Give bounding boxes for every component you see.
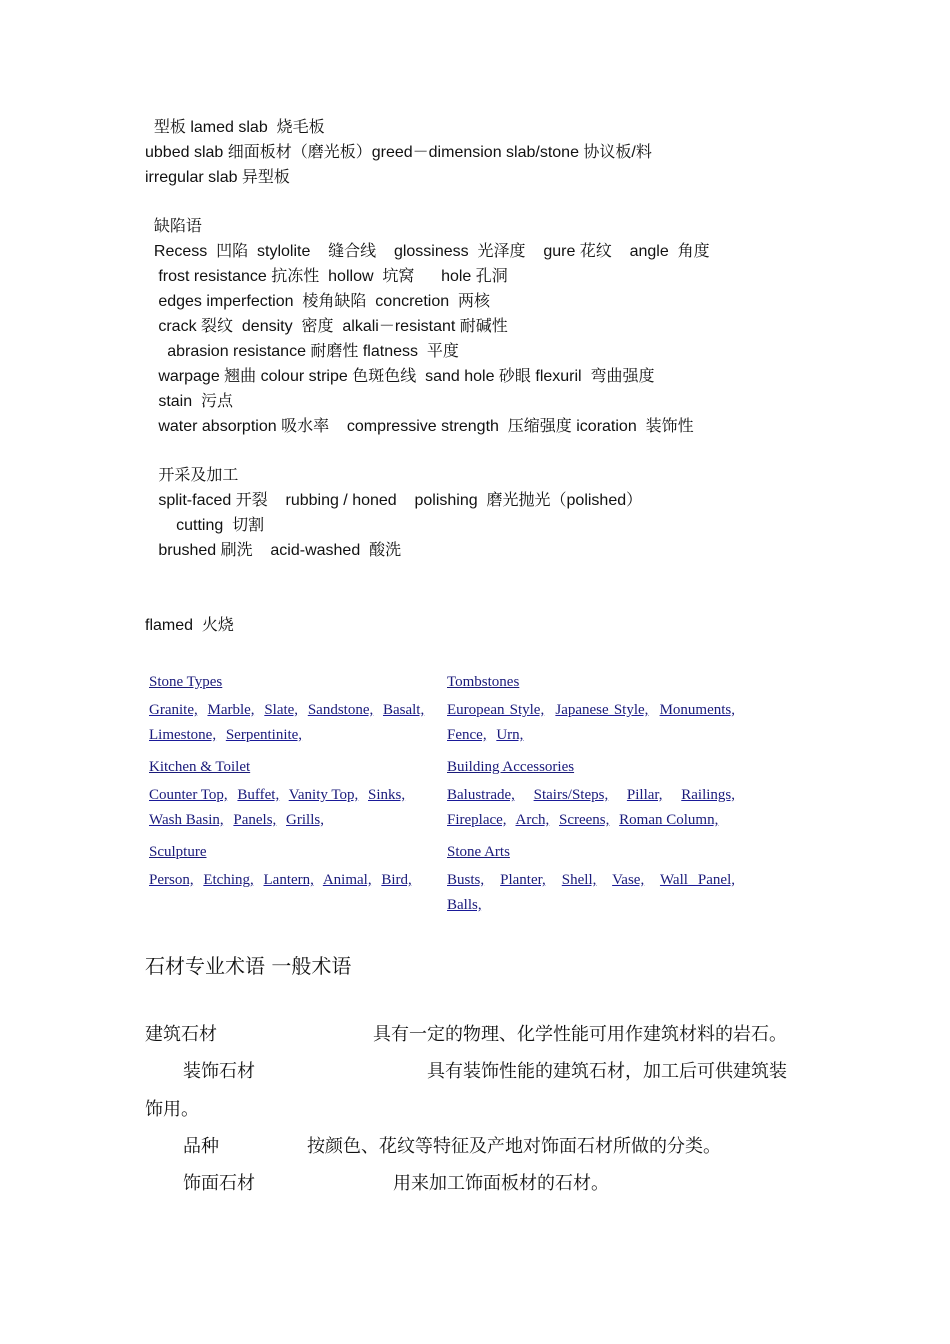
product-link[interactable]: Counter Top,	[149, 787, 228, 803]
product-link[interactable]: Vanity Top,	[288, 787, 359, 803]
link-table-body-row	[149, 868, 745, 923]
glossary-line: edges imperfection 棱角缺陷 concretion 两核	[145, 293, 491, 310]
product-link[interactable]: Etching,	[203, 872, 254, 888]
glossary-line: frost resistance 抗冻性 hollow 坑窝 hole 孔洞	[145, 268, 508, 285]
product-link[interactable]: Pillar,	[626, 787, 663, 803]
defects-heading: 缺陷语	[145, 218, 202, 235]
product-link[interactable]: Railings,	[681, 787, 736, 803]
product-link[interactable]: Balls,	[447, 897, 482, 913]
link-table-body-row	[149, 698, 745, 753]
product-link[interactable]: Shell,	[561, 872, 597, 888]
term-definition: 用来加工饰面板材的石材。	[393, 1173, 609, 1194]
link-table-header-row	[149, 668, 745, 698]
product-link[interactable]: Wall Panel,	[659, 872, 735, 888]
term-definition: 按颜色、花纹等特征及产地对饰面石材所做的分类。	[307, 1136, 721, 1157]
glossary-line: crack 裂纹 density 密度 alkali－resistant 耐碱性	[145, 318, 508, 335]
product-link[interactable]: Arch,	[515, 812, 550, 828]
processing-heading: 开采及加工	[145, 467, 239, 484]
product-link[interactable]: Planter,	[500, 872, 546, 888]
term-definition: 具有一定的物理、化学性能可用作建筑材料的岩石。	[373, 1024, 787, 1045]
product-link[interactable]: Lantern,	[263, 872, 314, 888]
link-table-body-row	[149, 783, 745, 838]
product-link[interactable]: Panels,	[233, 812, 277, 828]
glossary-line: Recess 凹陷 stylolite 缝合线 glossiness 光泽度 gure 花纹 angle 角度	[145, 243, 710, 260]
product-link[interactable]: Slate,	[264, 702, 299, 718]
product-link[interactable]: Fireplace,	[447, 812, 507, 828]
glossary-line: cutting 切割	[145, 517, 265, 534]
category-link-table	[149, 668, 745, 923]
product-link[interactable]: Balustrade,	[447, 787, 515, 803]
product-link[interactable]: Person,	[149, 872, 194, 888]
category-link[interactable]: Stone Types	[149, 674, 223, 690]
product-link[interactable]: Marble,	[207, 702, 255, 718]
term-name: 品种	[183, 1136, 219, 1157]
category-link[interactable]: Tombstones	[447, 674, 520, 690]
glossary-line: irregular slab 异型板	[145, 169, 290, 186]
product-link[interactable]: Basalt,	[382, 702, 425, 718]
product-link[interactable]: Vase,	[612, 872, 645, 888]
glossary-line: ubbed slab 细面板材（磨光板）greed－dimension slab/stone 协议板/料	[145, 144, 652, 161]
product-link[interactable]: Bird,	[381, 872, 412, 888]
category-link[interactable]: Sculpture	[149, 844, 207, 860]
product-link[interactable]: Stairs/Steps,	[533, 787, 609, 803]
category-link[interactable]: Building Accessories	[447, 759, 575, 775]
product-link[interactable]: Limestone,	[149, 727, 217, 743]
glossary-line: flamed 火烧	[145, 617, 234, 634]
glossary-line: 型板 lamed slab 烧毛板	[145, 119, 325, 136]
product-link[interactable]: Busts,	[447, 872, 485, 888]
product-link[interactable]: Granite,	[149, 702, 198, 718]
term-definition: 具有装饰性能的建筑石材，加工后可供建筑装	[427, 1061, 787, 1082]
product-link[interactable]: Wash Basin,	[149, 812, 224, 828]
product-link[interactable]: Fence,	[447, 727, 487, 743]
term-name: 装饰石材	[183, 1061, 255, 1082]
product-link[interactable]: Serpentinite,	[225, 727, 303, 743]
term-definition-continued: 饰用。	[145, 1099, 199, 1120]
glossary-line: stain 污点	[145, 393, 234, 410]
product-link[interactable]: Urn,	[496, 727, 524, 743]
glossary-line: split-faced 开裂 rubbing / honed polishing 磨光抛光（polished）	[145, 492, 643, 509]
glossary-line: warpage 翘曲 colour stripe 色斑色线 sand hole 砂眼 flexuril 弯曲强度	[145, 368, 655, 385]
product-link[interactable]: Sandstone,	[307, 702, 374, 718]
product-link[interactable]: Roman Column,	[619, 812, 719, 828]
category-link[interactable]: Kitchen & Toilet	[149, 759, 251, 775]
product-link[interactable]: Sinks,	[367, 787, 406, 803]
category-link[interactable]: Stone Arts	[447, 844, 510, 860]
glossary-line: brushed 刷洗 acid-washed 酸洗	[145, 542, 402, 559]
product-link[interactable]: Animal,	[322, 872, 372, 888]
link-table-header-row	[149, 753, 745, 783]
product-link[interactable]: Japanese Style,	[555, 702, 649, 718]
link-table-header-row	[149, 838, 745, 868]
product-link[interactable]: Buffet,	[237, 787, 280, 803]
term-name: 建筑石材	[145, 1024, 217, 1045]
product-link[interactable]: European Style,	[447, 702, 545, 718]
glossary-line: abrasion resistance 耐磨性 flatness 平度	[145, 343, 459, 360]
product-link[interactable]: Monuments,	[659, 702, 735, 718]
glossary-line: water absorption 吸水率 compressive strength 压缩强度 icoration 装饰性	[145, 418, 694, 435]
section-title: 石材专业术语 一般术语	[145, 954, 352, 978]
product-link[interactable]: Grills,	[286, 812, 324, 828]
product-link[interactable]: Screens,	[559, 812, 610, 828]
term-name: 饰面石材	[183, 1173, 255, 1194]
